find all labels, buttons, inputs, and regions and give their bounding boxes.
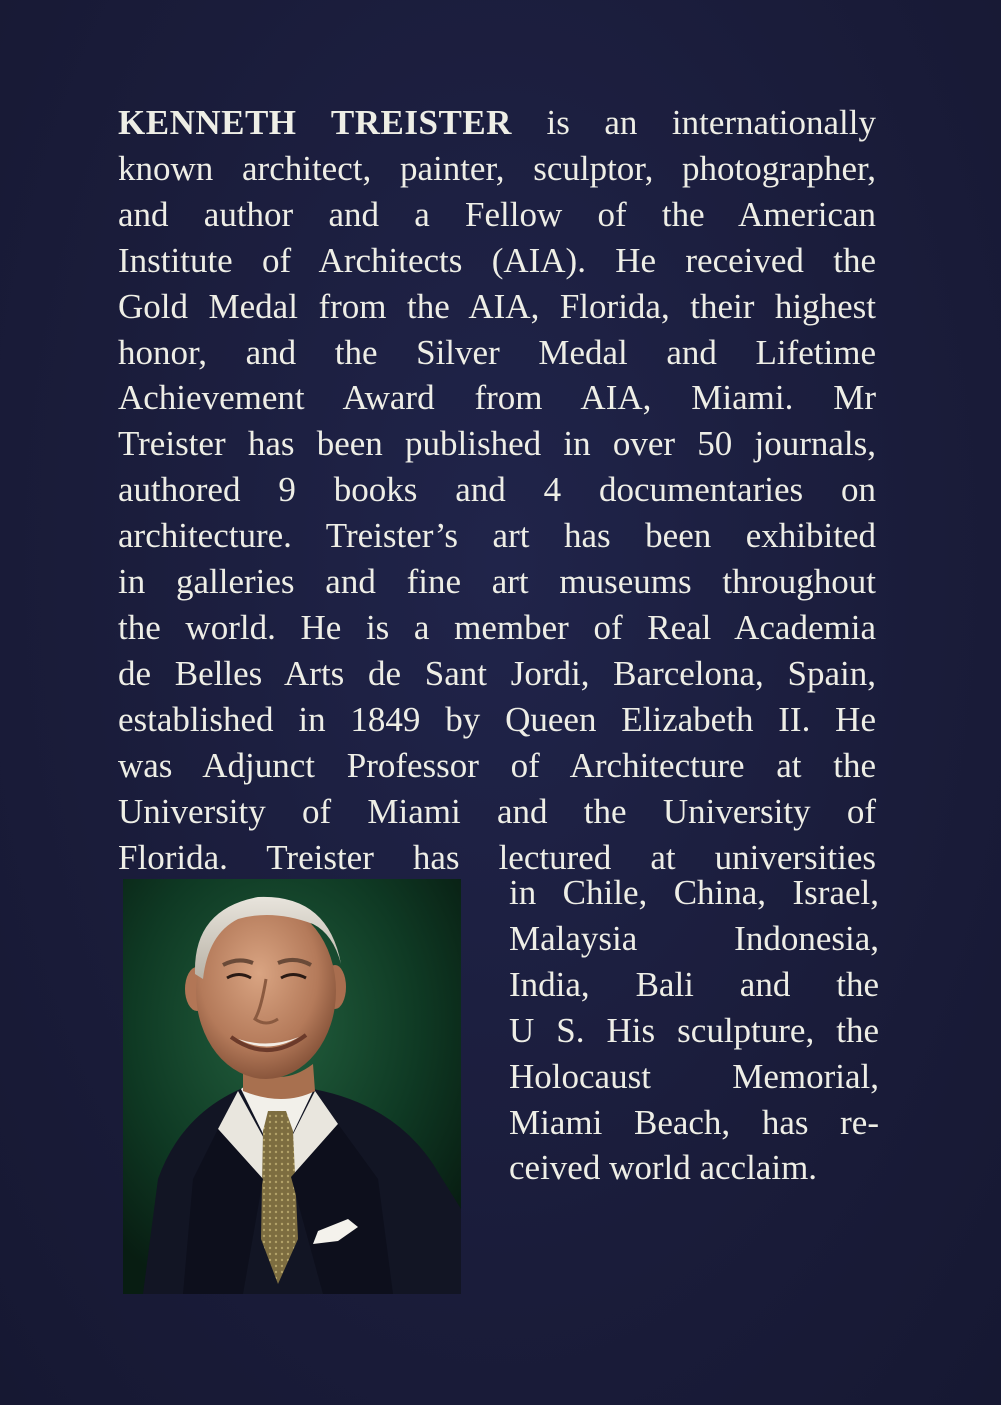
portrait-photo-icon	[123, 879, 461, 1294]
bio-line: architecture. Treister’s art has been exhibited	[118, 516, 876, 556]
bio-line: India, Bali and the	[509, 964, 879, 1004]
bio-line: and author and a Fellow of the American	[118, 194, 876, 234]
bio-line: University of Miami and the University of	[118, 791, 876, 831]
author-portrait	[123, 879, 461, 1294]
bio-line: Gold Medal from the AIA, Florida, their highest	[118, 286, 876, 326]
bio-line: was Adjunct Professor of Architecture at the	[118, 745, 876, 785]
bio-line: established in 1849 by Queen Elizabeth II. He	[118, 699, 876, 739]
bio-line: Holocaust Memorial,	[509, 1056, 879, 1096]
bio-line: Achievement Award from AIA, Miami. Mr	[118, 378, 876, 418]
bio-line: authored 9 books and 4 documentaries on	[118, 470, 876, 510]
bio-line: de Belles Arts de Sant Jordi, Barcelona, Spain,	[118, 653, 876, 693]
bio-line: Institute of Architects (AIA). He received the	[118, 240, 876, 280]
bio-line: honor, and the Silver Medal and Lifetime	[118, 332, 876, 372]
bio-line: in galleries and fine art museums throughout	[118, 562, 876, 602]
author-bio-continued	[509, 870, 879, 1191]
bio-line: Florida. Treister has lectured at universities	[118, 837, 876, 877]
bio-line-1	[118, 100, 876, 146]
bio-line: Malaysia Indonesia,	[509, 918, 879, 958]
bio-line: ceived world acclaim.	[509, 1148, 818, 1188]
bio-line: known architect, painter, sculptor, photographer,	[118, 148, 876, 188]
bio-line: the world. He is a member of Real Academia	[118, 607, 876, 647]
bio-line: Miami Beach, has re-	[509, 1102, 879, 1142]
bio-line-1-rest: is an internationally	[511, 103, 877, 142]
author-bio	[118, 100, 876, 880]
bio-line: in Chile, China, Israel,	[509, 873, 879, 912]
author-name: KENNETH TREISTER	[118, 103, 512, 142]
bio-line: U S. His sculpture, the	[509, 1010, 879, 1050]
bio-line: Treister has been published in over 50 journals,	[118, 424, 876, 464]
